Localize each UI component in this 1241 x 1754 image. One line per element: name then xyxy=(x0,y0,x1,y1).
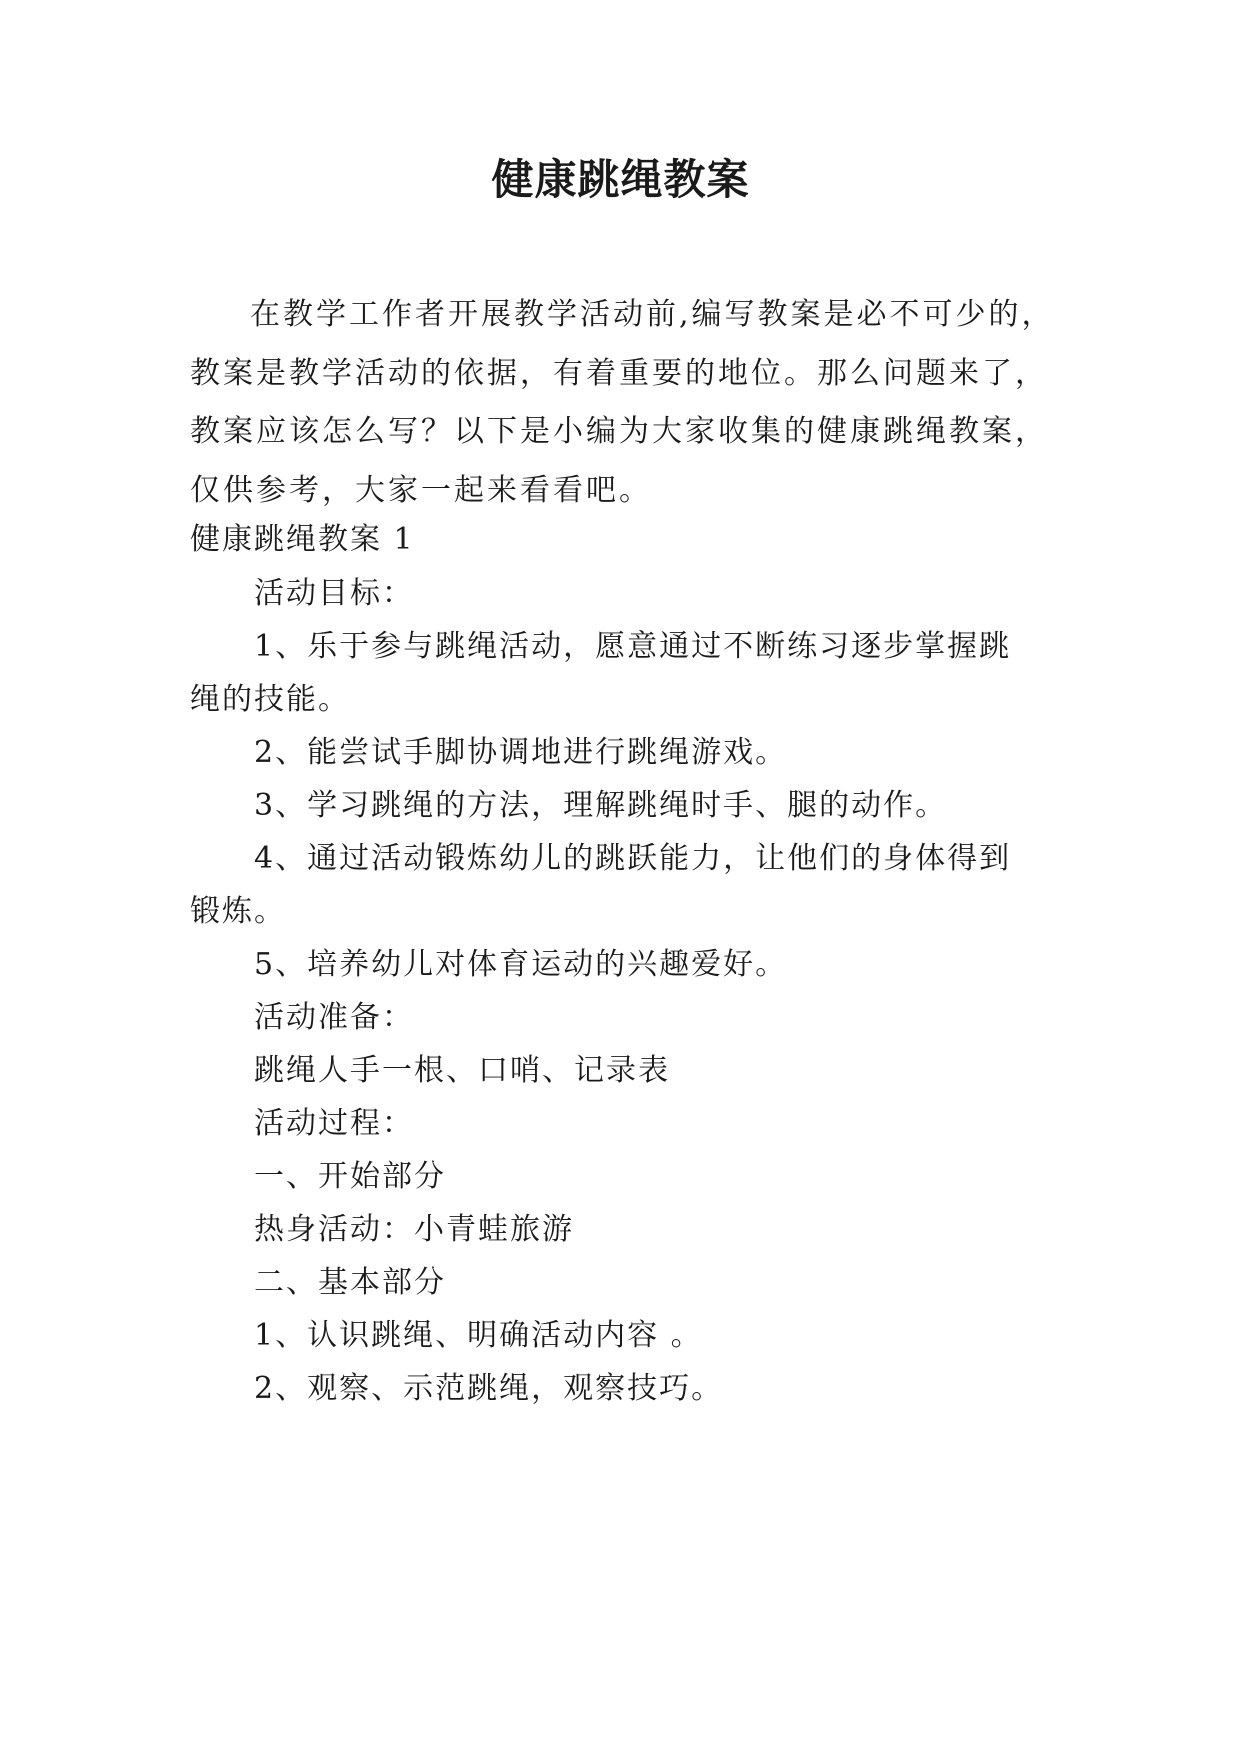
goal-3: 3、学习跳绳的方法，理解跳绳时手、腿的动作。 xyxy=(254,788,948,823)
preparation-items: 跳绳人手一根、口哨、记录表 xyxy=(254,1053,670,1088)
goal-1-line-1: 1、乐于参与跳绳活动，愿意通过不断练习逐步掌握跳 xyxy=(254,629,1012,664)
goal-5: 5、培养幼儿对体育运动的兴趣爱好。 xyxy=(254,947,788,982)
goal-4-line-1: 4、通过活动锻炼幼儿的跳跃能力，让他们的身体得到 xyxy=(254,841,1012,876)
step-2: 2、观察、示范跳绳，观察技巧。 xyxy=(254,1371,724,1406)
part-one-heading: 一、开始部分 xyxy=(254,1159,446,1194)
goal-4-line-2: 锻炼。 xyxy=(190,894,286,929)
document-title: 健康跳绳教案 xyxy=(491,155,750,204)
heading-activity-process: 活动过程： xyxy=(254,1106,414,1141)
intro-paragraph: 在教学工作者开展教学活动前,编写教案是必不可少的，教案是教学活动的依据，有着重要的地位。那么问题来了，教案应该怎么写？以下是小编为大家收集的健康跳绳教案，仅供参考，大家一起来看看吧。 xyxy=(190,297,1055,508)
heading-activity-preparation: 活动准备： xyxy=(254,1000,414,1035)
heading-activity-goals: 活动目标： xyxy=(254,576,414,611)
section-heading: 健康跳绳教案 1 xyxy=(190,522,415,557)
warm-up-activity: 热身活动：小青蛙旅游 xyxy=(254,1212,574,1247)
goal-1-line-2: 绳的技能。 xyxy=(190,682,350,717)
step-1: 1、认识跳绳、明确活动内容 。 xyxy=(254,1318,703,1353)
goal-2: 2、能尝试手脚协调地进行跳绳游戏。 xyxy=(254,735,788,770)
part-two-heading: 二、基本部分 xyxy=(254,1265,446,1300)
